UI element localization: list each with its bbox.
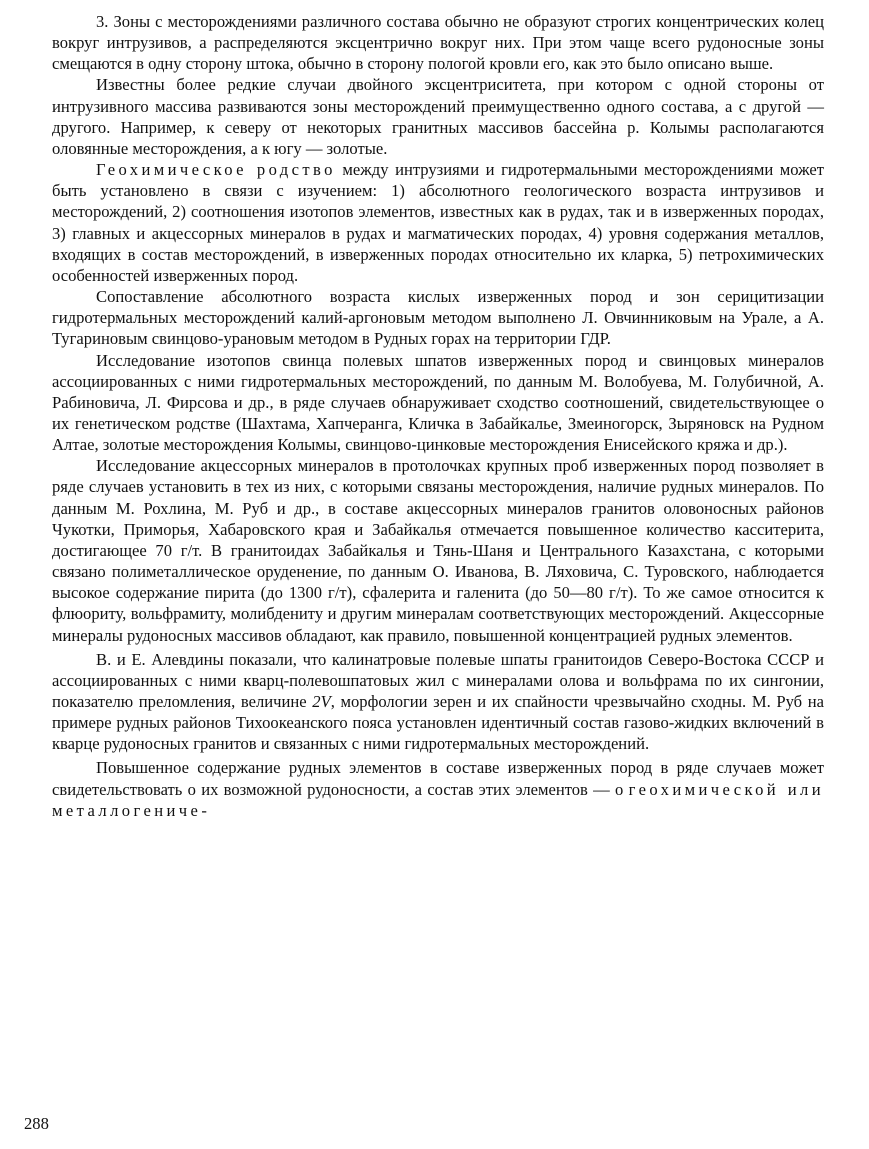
spaced-term-metallogenic: геохимической или металлогениче- (52, 779, 824, 820)
feldspars-text-end: , морфологии зерен и их спайности чрезвычайно сходны. М. Руб на примере рудных районов Тихоокеанского пояса установлен идентичный состав газово-жидких включений в кварце рудоносных гранитов и связанных с ними гидротермальных месторождений. (52, 692, 824, 754)
paragraph-zones: 3. Зоны с месторождениями различного состава обычно не образуют строгих концентрических колец вокруг интрузивов, а распределяются эксцентрично вокруг них. При этом чаще всего рудоносные зоны смещаются в одну сторону штока, обычно в сторону пологой кровли его, как это было описано выше. (52, 12, 824, 74)
paragraph-absolute-age: Сопоставление абсолютного возраста кислых изверженных пород и зон серицитизации гидротермальных месторождений калий-аргоновым методом выполнено Л. Овчинниковым на Урале, а А. Тугариновым свинцово-урановым методом в Рудных горах на территории ГДР. (52, 287, 824, 349)
feldspars-text-start: В. и Е. Алевдины показали, что калинатровые полевые шпаты гранитоидов Северо-Востока СССР и ассоциированных с ними кварц-полевошпатовых жил с минералами олова и вольфрама по их сингонии, показателю преломления, величине (52, 649, 824, 711)
paragraph-ore-elements (52, 757, 824, 820)
paragraph-geochemical-kinship (52, 159, 824, 286)
spaced-term-geochemical-kinship: Геохимическое родство (96, 160, 336, 180)
page-number: 288 (24, 1114, 49, 1133)
page-body-text (52, 11, 824, 821)
paragraph-feldspars (52, 649, 824, 755)
paragraph-double-eccentricity: Известны более редкие случаи двойного эксцентриситета, при котором с одной стороны от интрузивного массива развиваются зоны месторождений преимущественно одного состава, а с другой — другого. Например, к северу от некоторых гранитных массивов бассейна р. Колымы располагаются оловянные месторождения, а к югу — золотые. (52, 75, 824, 158)
ore-elements-text: Повышенное содержание рудных элементов в составе изверженных пород в ряде случаев может свидетельствовать о их возможной рудоносности, а состав этих элементов — о (52, 758, 824, 799)
paragraph-geochemical-kinship-text: между интрузиями и гидротермальными месторождениями может быть установлено в связи с изучением: 1) абсолютного геологического возраста интрузивов и месторождений, 2) соотношения изотопов элементов, известных как в рудах, так и в изверженных породах, 3) главных и акцессорных минералов в рудах и магматических породах, 4) уровня содержания металлов, входящих в состав месторождений, в изверженных породах относительно их кларка, 5) петрохимических особенностей изверженных пород. (52, 160, 825, 285)
symbol-2v: 2V (312, 692, 331, 711)
paragraph-lead-isotopes: Исследование изотопов свинца полевых шпатов изверженных пород и свинцовых минералов ассоциированных с ними гидротермальных месторождений, по данным М. Волобуева, М. Голубичной, А. Рабиновича, Л. Фирсова и др., в ряде случаев обнаруживает сходство соотношений, свидетельствующее о их генетическом родстве (Шахтама, Хапчеранга, Кличка в Забайкалье, Змеиногорск, Зыряновск на Рудном Алтае, золотые месторождения Колымы, свинцово-цинковые месторождения Енисейского кряжа и др.). (52, 350, 824, 455)
paragraph-accessory-minerals: Исследование акцессорных минералов в протолочках крупных проб изверженных пород позволяет в ряде случаев установить в тех из них, с которыми связаны месторождения, наличие рудных минералов. По данным М. Рохлина, М. Руб и др., в составе акцессорных минералов гранитов оловоносных районов Чукотки, Приморья, Хабаровского края и Забайкалья отмечается повышенное количество касситерита, достигающее 70 г/т. В гранитоидах Забайкалья и Тянь-Шаня и Центрального Казахстана, с которыми связано полиметаллическое оруденение, по данным О. Иванова, В. Ляховича, С. Туровского, наблюдается высокое содержание пирита (до 1300 г/т), сфалерита и галенита (до 50—80 г/т). То же самое относится к флюориту, вольфрамиту, молибдениту и другим минералам соответствующих месторождений. Акцессорные минералы рудоносных массивов обладают, как правило, повышенной концентрацией рудных элементов. (52, 456, 824, 645)
